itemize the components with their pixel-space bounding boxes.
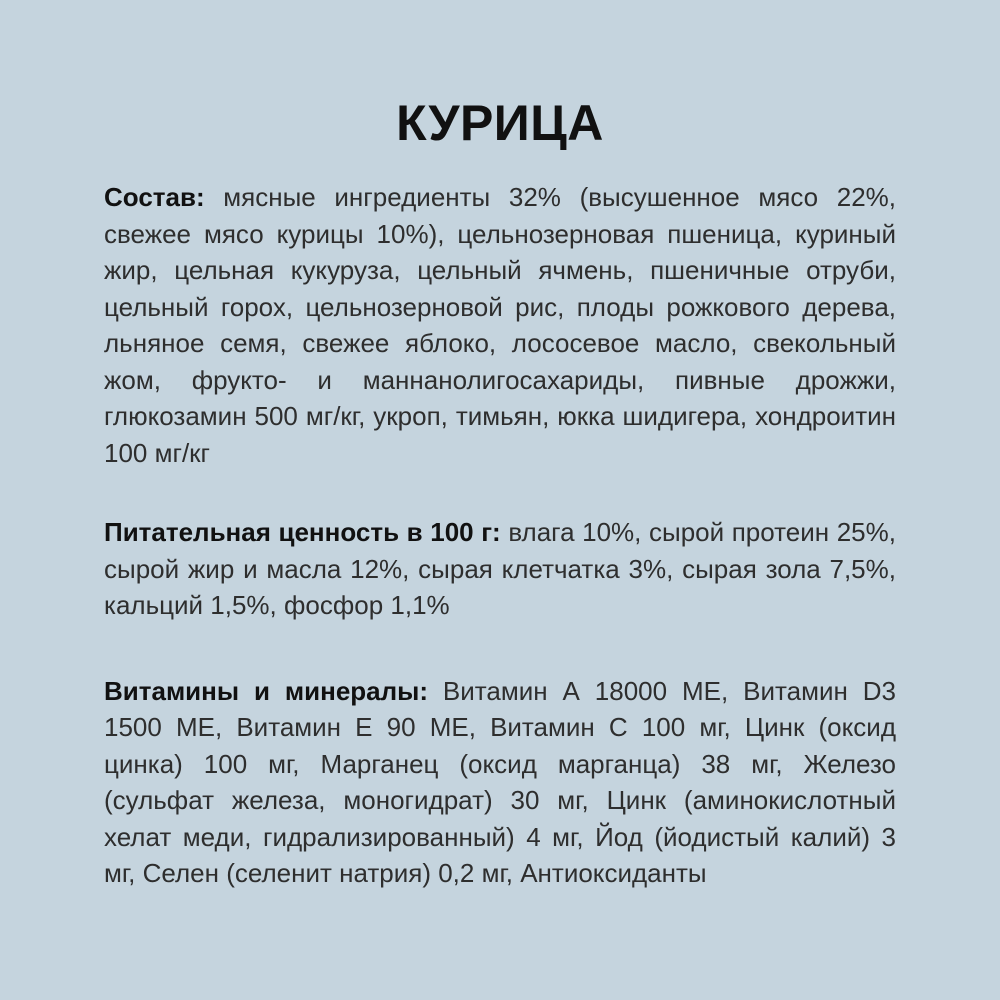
vitamins-section: [104, 673, 896, 892]
composition-section: [104, 179, 896, 471]
nutrition-text: влага 10%, сырой протеин 25%, сырой жир и масла 12%, сырая клетчатка 3%, сырая зола 7,5%, кальций 1,5%, фосфор 1,1%: [104, 517, 896, 620]
nutrition-section: [104, 514, 896, 624]
vitamins-label: Витамины и минералы:: [104, 675, 428, 706]
vitamins-text: Витамин А 18000 МЕ, Витамин D3 1500 МЕ, Витамин Е 90 МЕ, Витамин С 100 мг, Цинк (оксид цинка) 100 мг, Марганец (оксид марганца) 38 мг, Железо (сульфат железа, моногидрат) 30 мг, Цинк (аминокислотный хелат меди, гидрализированный) 4 мг, Йод (йодистый калий) 3 мг, Селен (селенит натрия) 0,2 мг, Антиоксиданты: [104, 675, 896, 888]
nutrition-label: Питательная ценность в 100 г:: [104, 517, 501, 547]
composition-label: Состав:: [104, 182, 205, 212]
composition-text: мясные ингредиенты 32% (высушенное мясо 22%, свежее мясо курицы 10%), цельнозерновая пшеница, куриный жир, цельная кукуруза, цельный ячмень, пшеничные отруби, цельный горох, цельнозерновой рис, плоды рожкового дерева, льняное семя, свежее яблоко, лососевое масло, свекольный жом, фрукто- и маннанолигосахариды, пивные дрожжи, глюкозамин 500 мг/кг, укроп, тимьян, юкка шидигера, хондроитин 100 мг/кг: [104, 182, 896, 468]
product-title: КУРИЦА: [396, 95, 604, 151]
